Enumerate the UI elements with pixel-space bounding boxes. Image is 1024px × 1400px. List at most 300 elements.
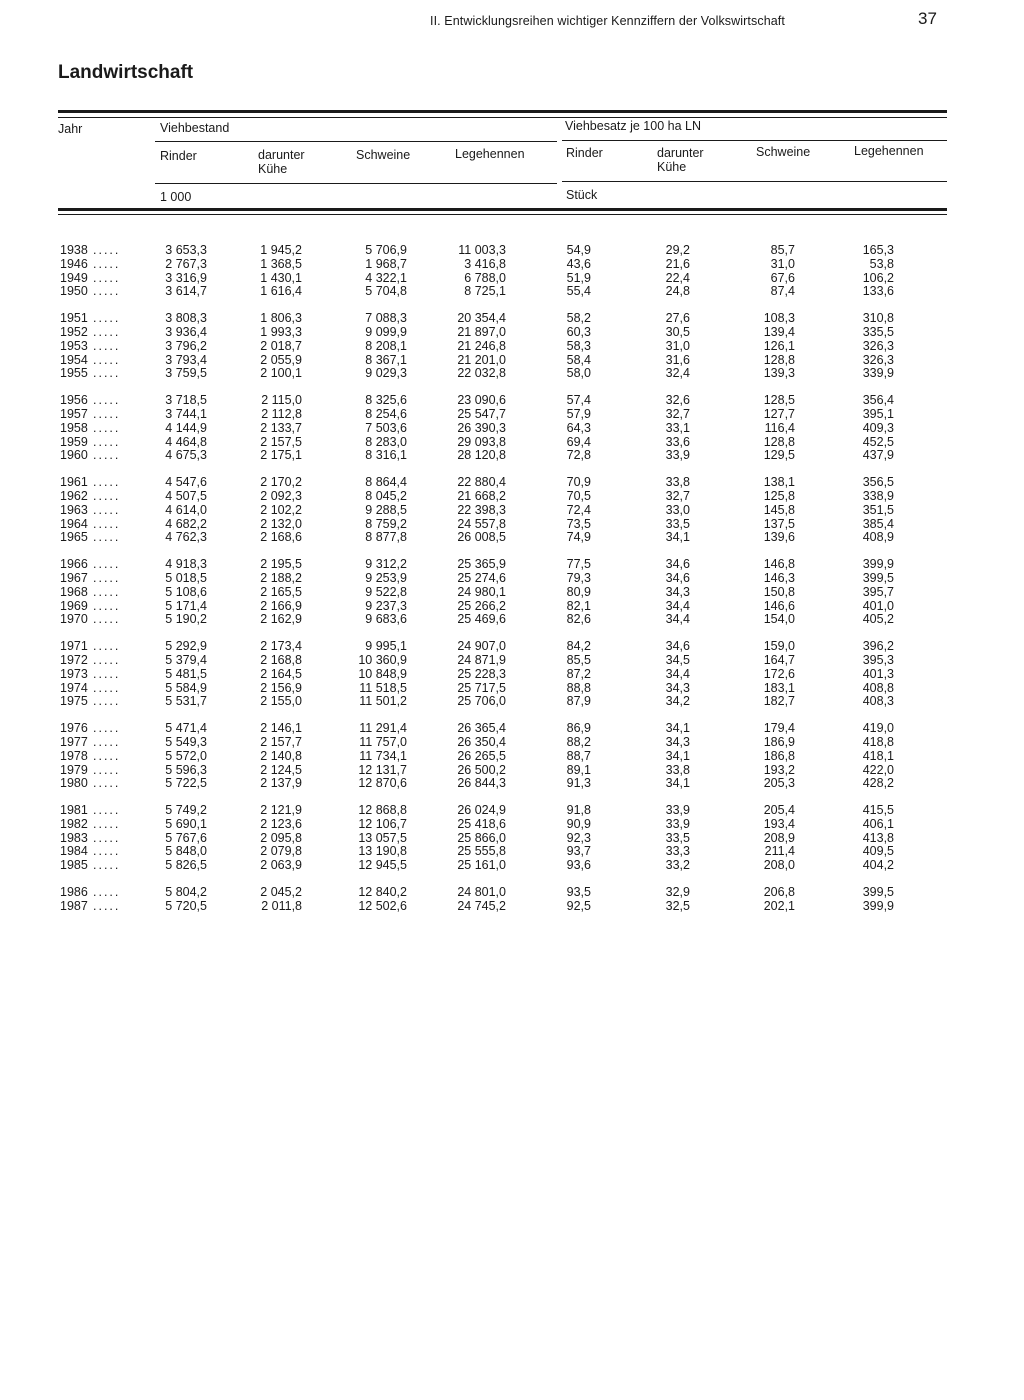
leader-dots: ..... [93, 652, 121, 667]
legehennen-density-value: 399,9 [862, 898, 894, 913]
legehennen-density-value: 399,5 [862, 570, 894, 585]
schweine-value: 8 316,1 [365, 448, 407, 463]
leader-dots: ..... [93, 420, 121, 435]
kuehe-density-value: 34,6 [665, 570, 690, 585]
kuehe-value: 2 175,1 [260, 448, 302, 463]
header-darunter-1: darunter [258, 148, 305, 162]
year-cell: 1946 [60, 256, 88, 271]
legehennen-density-value: 53,8 [869, 256, 894, 271]
kuehe-value: 1 368,5 [260, 256, 302, 271]
legehennen-value: 26 024,9 [457, 803, 506, 818]
legehennen-density-value: 401,0 [862, 598, 894, 613]
year-cell: 1960 [60, 448, 88, 463]
schweine-value: 9 995,1 [365, 639, 407, 654]
schweine-density-value: 172,6 [763, 666, 795, 681]
header-divider [58, 117, 947, 118]
unit-rule-1 [155, 183, 557, 184]
kuehe-value: 2 121,9 [260, 803, 302, 818]
schweine-density-value: 182,7 [763, 694, 795, 709]
schweine-value: 7 503,6 [365, 420, 407, 435]
year-cell: 1964 [60, 516, 88, 531]
leader-dots: ..... [93, 352, 121, 367]
table-row [0, 804, 1024, 818]
table-row [0, 436, 1024, 450]
legehennen-density-value: 405,2 [862, 612, 894, 627]
schweine-value: 8 325,6 [365, 393, 407, 408]
rinder-value: 3 718,5 [165, 393, 207, 408]
kuehe-value: 2 055,9 [260, 352, 302, 367]
header-schweine-2: Schweine [756, 145, 811, 159]
leader-dots: ..... [93, 434, 121, 449]
table-row [0, 654, 1024, 668]
legehennen-density-value: 408,3 [862, 694, 894, 709]
year-cell: 1973 [60, 666, 88, 681]
schweine-density-value: 126,1 [763, 338, 795, 353]
schweine-value: 11 734,1 [359, 748, 407, 763]
leader-dots: ..... [93, 406, 121, 421]
kuehe-value: 1 993,3 [260, 324, 302, 339]
schweine-density-value: 205,3 [763, 776, 795, 791]
leader-dots: ..... [93, 584, 121, 599]
unit-label-1: 1 000 [160, 190, 192, 204]
table-row [0, 367, 1024, 381]
table-row [0, 394, 1024, 408]
rinder-density-value: 92,5 [566, 898, 591, 913]
kuehe-density-value: 34,6 [665, 557, 690, 572]
legehennen-value: 24 801,0 [457, 885, 506, 900]
schweine-value: 1 968,7 [365, 256, 407, 271]
rinder-density-value: 60,3 [566, 324, 591, 339]
year-cell: 1978 [60, 748, 88, 763]
leader-dots: ..... [93, 803, 121, 818]
rinder-density-value: 79,3 [566, 570, 591, 585]
legehennen-value: 26 350,4 [457, 734, 506, 749]
kuehe-value: 1 806,3 [260, 311, 302, 326]
table-row [0, 326, 1024, 340]
table-row [0, 244, 1024, 258]
bottom-rule-thin [58, 214, 947, 215]
rinder-value: 4 507,5 [165, 488, 207, 503]
year-cell: 1965 [60, 530, 88, 545]
header-kuehe-2: Kühe [657, 160, 687, 174]
kuehe-value: 2 162,9 [260, 612, 302, 627]
kuehe-value: 2 095,8 [260, 830, 302, 845]
kuehe-density-value: 32,5 [665, 898, 690, 913]
schweine-value: 13 057,5 [358, 830, 407, 845]
table-row [0, 859, 1024, 873]
rinder-density-value: 43,6 [566, 256, 591, 271]
rinder-value: 4 464,8 [165, 434, 207, 449]
kuehe-value: 2 155,0 [260, 694, 302, 709]
table-row [0, 886, 1024, 900]
legehennen-density-value: 326,3 [862, 352, 894, 367]
year-cell: 1938 [60, 243, 88, 257]
kuehe-value: 2 166,9 [260, 598, 302, 613]
schweine-value: 13 190,8 [358, 844, 407, 859]
kuehe-density-value: 33,2 [665, 858, 690, 873]
kuehe-value: 2 188,2 [260, 570, 302, 585]
rinder-density-value: 91,3 [566, 776, 591, 791]
kuehe-density-value: 31,6 [665, 352, 690, 367]
rinder-value: 5 190,2 [165, 612, 207, 627]
legehennen-value: 8 725,1 [464, 284, 506, 299]
row-group [0, 476, 1024, 545]
schweine-density-value: 154,0 [763, 612, 795, 627]
legehennen-density-value: 409,5 [862, 844, 894, 859]
table-row [0, 490, 1024, 504]
schweine-density-value: 139,3 [763, 366, 795, 381]
table-row [0, 764, 1024, 778]
legehennen-density-value: 310,8 [862, 311, 894, 326]
rinder-value: 3 316,9 [165, 270, 207, 285]
rinder-density-value: 58,4 [566, 352, 591, 367]
schweine-density-value: 150,8 [763, 584, 795, 599]
leader-dots: ..... [93, 338, 121, 353]
rinder-density-value: 89,1 [566, 762, 591, 777]
year-cell: 1957 [60, 406, 88, 421]
table-row [0, 818, 1024, 832]
legehennen-density-value: 395,1 [862, 406, 894, 421]
kuehe-density-value: 32,7 [665, 406, 690, 421]
rinder-density-value: 93,5 [566, 885, 591, 900]
kuehe-value: 1 945,2 [260, 243, 302, 257]
rinder-density-value: 86,9 [566, 721, 591, 736]
rinder-density-value: 88,7 [566, 748, 591, 763]
legehennen-density-value: 133,6 [862, 284, 894, 299]
schweine-density-value: 85,7 [770, 243, 795, 257]
rinder-value: 5 549,3 [165, 734, 207, 749]
kuehe-density-value: 33,5 [665, 516, 690, 531]
legehennen-value: 11 003,3 [458, 243, 506, 257]
legehennen-density-value: 452,5 [862, 434, 894, 449]
year-cell: 1975 [60, 694, 88, 709]
legehennen-density-value: 356,4 [862, 393, 894, 408]
year-cell: 1951 [60, 311, 88, 326]
year-cell: 1986 [60, 885, 88, 900]
table-row [0, 518, 1024, 532]
legehennen-density-value: 396,2 [862, 639, 894, 654]
kuehe-value: 2 157,7 [260, 734, 302, 749]
legehennen-value: 29 093,8 [457, 434, 506, 449]
legehennen-density-value: 395,7 [862, 584, 894, 599]
rinder-value: 5 584,9 [165, 680, 207, 695]
schweine-value: 9 253,9 [365, 570, 407, 585]
rinder-density-value: 57,9 [566, 406, 591, 421]
kuehe-density-value: 34,4 [665, 598, 690, 613]
schweine-value: 8 759,2 [365, 516, 407, 531]
legehennen-value: 21 668,2 [457, 488, 506, 503]
kuehe-value: 2 100,1 [260, 366, 302, 381]
rinder-density-value: 58,0 [566, 366, 591, 381]
kuehe-value: 2 165,5 [260, 584, 302, 599]
legehennen-value: 25 706,0 [457, 694, 506, 709]
legehennen-value: 26 390,3 [457, 420, 506, 435]
kuehe-value: 2 123,6 [260, 816, 302, 831]
rinder-density-value: 72,8 [566, 448, 591, 463]
rinder-density-value: 51,9 [566, 270, 591, 285]
table-row [0, 258, 1024, 272]
row-group [0, 804, 1024, 873]
leader-dots: ..... [93, 557, 121, 572]
legehennen-value: 22 032,8 [457, 366, 506, 381]
year-cell: 1982 [60, 816, 88, 831]
rinder-density-value: 54,9 [566, 243, 591, 257]
rinder-density-value: 88,2 [566, 734, 591, 749]
legehennen-density-value: 351,5 [862, 502, 894, 517]
leader-dots: ..... [93, 393, 121, 408]
kuehe-density-value: 34,2 [665, 694, 690, 709]
rinder-density-value: 80,9 [566, 584, 591, 599]
kuehe-value: 2 137,9 [260, 776, 302, 791]
rinder-density-value: 93,6 [566, 858, 591, 873]
legehennen-value: 25 717,5 [457, 680, 506, 695]
rinder-density-value: 64,3 [566, 420, 591, 435]
schweine-value: 5 706,9 [365, 243, 407, 257]
year-cell: 1980 [60, 776, 88, 791]
row-group [0, 722, 1024, 791]
schweine-density-value: 211,4 [764, 844, 795, 859]
rinder-density-value: 55,4 [566, 284, 591, 299]
legehennen-value: 26 265,5 [457, 748, 506, 763]
schweine-value: 12 840,2 [358, 885, 407, 900]
year-cell: 1985 [60, 858, 88, 873]
table-body [0, 244, 1024, 927]
leader-dots: ..... [93, 516, 121, 531]
schweine-value: 8 864,4 [365, 475, 407, 490]
leader-dots: ..... [93, 448, 121, 463]
legehennen-density-value: 415,5 [862, 803, 894, 818]
legehennen-density-value: 335,5 [862, 324, 894, 339]
legehennen-value: 22 880,4 [457, 475, 506, 490]
leader-dots: ..... [93, 488, 121, 503]
leader-dots: ..... [93, 844, 121, 859]
schweine-value: 9 522,8 [365, 584, 407, 599]
schweine-value: 12 106,7 [358, 816, 407, 831]
kuehe-density-value: 33,9 [665, 816, 690, 831]
leader-dots: ..... [93, 311, 121, 326]
table-row [0, 354, 1024, 368]
leader-dots: ..... [93, 816, 121, 831]
table-row [0, 900, 1024, 914]
schweine-value: 9 312,2 [365, 557, 407, 572]
schweine-density-value: 164,7 [763, 652, 795, 667]
header-year: Jahr [58, 122, 83, 136]
legehennen-value: 23 090,6 [457, 393, 506, 408]
rinder-value: 5 804,2 [165, 885, 207, 900]
row-group [0, 886, 1024, 914]
table-row [0, 613, 1024, 627]
kuehe-density-value: 34,4 [665, 666, 690, 681]
section-title: Landwirtschaft [58, 62, 194, 83]
rinder-value: 3 796,2 [165, 338, 207, 353]
legehennen-value: 25 866,0 [457, 830, 506, 845]
legehennen-value: 25 418,6 [457, 816, 506, 831]
kuehe-density-value: 34,1 [665, 530, 690, 545]
schweine-value: 11 291,4 [359, 721, 407, 736]
rinder-density-value: 84,2 [566, 639, 591, 654]
leader-dots: ..... [93, 734, 121, 749]
rinder-value: 3 759,5 [165, 366, 207, 381]
table-row [0, 408, 1024, 422]
legehennen-value: 25 555,8 [457, 844, 506, 859]
kuehe-value: 2 146,1 [260, 721, 302, 736]
legehennen-value: 22 398,3 [457, 502, 506, 517]
leader-dots: ..... [93, 721, 121, 736]
legehennen-value: 25 547,7 [457, 406, 506, 421]
legehennen-density-value: 428,2 [862, 776, 894, 791]
legehennen-density-value: 399,9 [862, 557, 894, 572]
rinder-value: 3 793,4 [165, 352, 207, 367]
leader-dots: ..... [93, 324, 121, 339]
kuehe-value: 2 133,7 [260, 420, 302, 435]
rinder-value: 3 808,3 [165, 311, 207, 326]
kuehe-value: 2 112,8 [261, 406, 302, 421]
header-kuehe-1: Kühe [258, 162, 288, 176]
rinder-density-value: 77,5 [566, 557, 591, 572]
rinder-density-value: 70,5 [566, 488, 591, 503]
group-rule-1 [155, 141, 557, 142]
schweine-value: 12 870,6 [358, 776, 407, 791]
kuehe-density-value: 33,9 [665, 803, 690, 818]
legehennen-value: 21 201,0 [457, 352, 506, 367]
unit-rule-2 [562, 181, 947, 182]
legehennen-density-value: 339,9 [862, 366, 894, 381]
schweine-density-value: 125,8 [763, 488, 795, 503]
rinder-density-value: 92,3 [566, 830, 591, 845]
table-row [0, 777, 1024, 791]
schweine-density-value: 205,4 [763, 803, 795, 818]
header-rinder-2: Rinder [566, 146, 603, 160]
schweine-density-value: 206,8 [763, 885, 795, 900]
legehennen-density-value: 437,9 [862, 448, 894, 463]
kuehe-value: 2 115,0 [261, 393, 302, 408]
table-row [0, 340, 1024, 354]
row-group [0, 244, 1024, 299]
top-rule [58, 110, 947, 113]
leader-dots: ..... [93, 570, 121, 585]
group-rule-2 [562, 140, 947, 141]
year-cell: 1974 [60, 680, 88, 695]
rinder-value: 5 108,6 [165, 584, 207, 599]
leader-dots: ..... [93, 270, 121, 285]
legehennen-density-value: 404,2 [862, 858, 894, 873]
header-year-rule [58, 123, 148, 124]
leader-dots: ..... [93, 502, 121, 517]
schweine-density-value: 129,5 [763, 448, 795, 463]
rinder-density-value: 87,2 [566, 666, 591, 681]
schweine-value: 12 868,8 [358, 803, 407, 818]
rinder-value: 3 614,7 [165, 284, 207, 299]
schweine-density-value: 137,5 [763, 516, 795, 531]
schweine-density-value: 128,8 [763, 434, 795, 449]
kuehe-value: 2 164,5 [260, 666, 302, 681]
legehennen-value: 26 008,5 [457, 530, 506, 545]
leader-dots: ..... [93, 366, 121, 381]
table-row [0, 640, 1024, 654]
legehennen-value: 25 228,3 [457, 666, 506, 681]
schweine-density-value: 128,8 [763, 352, 795, 367]
legehennen-value: 21 246,8 [457, 338, 506, 353]
table-row [0, 449, 1024, 463]
schweine-density-value: 127,7 [763, 406, 795, 421]
unit-label-2: Stück [566, 188, 598, 202]
leader-dots: ..... [93, 666, 121, 681]
rinder-density-value: 73,5 [566, 516, 591, 531]
rinder-value: 5 722,5 [165, 776, 207, 791]
kuehe-density-value: 27,6 [665, 311, 690, 326]
rinder-value: 5 690,1 [165, 816, 207, 831]
schweine-value: 4 322,1 [365, 270, 407, 285]
year-cell: 1972 [60, 652, 88, 667]
kuehe-value: 2 156,9 [260, 680, 302, 695]
rinder-density-value: 58,3 [566, 338, 591, 353]
kuehe-value: 2 173,4 [260, 639, 302, 654]
year-cell: 1979 [60, 762, 88, 777]
header-group-viehbestand: Viehbestand [160, 121, 230, 135]
schweine-density-value: 208,0 [763, 858, 795, 873]
legehennen-density-value: 419,0 [862, 721, 894, 736]
kuehe-value: 2 045,2 [260, 885, 302, 900]
table-row [0, 272, 1024, 286]
table-row [0, 600, 1024, 614]
schweine-value: 9 237,3 [365, 598, 407, 613]
year-cell: 1983 [60, 830, 88, 845]
schweine-density-value: 183,1 [763, 680, 795, 695]
kuehe-density-value: 33,1 [665, 420, 690, 435]
schweine-density-value: 146,8 [763, 557, 795, 572]
year-cell: 1967 [60, 570, 88, 585]
kuehe-density-value: 34,6 [665, 639, 690, 654]
header-schweine-1: Schweine [356, 148, 411, 162]
rinder-value: 3 936,4 [165, 324, 207, 339]
legehennen-density-value: 395,3 [862, 652, 894, 667]
kuehe-value: 2 092,3 [260, 488, 302, 503]
rinder-value: 3 653,3 [165, 243, 207, 257]
rinder-density-value: 57,4 [566, 393, 591, 408]
leader-dots: ..... [93, 243, 121, 257]
schweine-density-value: 67,6 [770, 270, 795, 285]
kuehe-value: 2 170,2 [260, 475, 302, 490]
leader-dots: ..... [93, 830, 121, 845]
rinder-value: 5 481,5 [165, 666, 207, 681]
rinder-density-value: 85,5 [566, 652, 591, 667]
page-number: 37 [918, 9, 937, 28]
legehennen-value: 6 788,0 [464, 270, 506, 285]
table-row [0, 312, 1024, 326]
header-legehennen-1: Legehennen [455, 147, 525, 161]
table-row [0, 586, 1024, 600]
legehennen-value: 25 274,6 [457, 570, 506, 585]
schweine-value: 12 945,5 [358, 858, 407, 873]
kuehe-density-value: 32,9 [665, 885, 690, 900]
schweine-density-value: 139,6 [763, 530, 795, 545]
rinder-value: 4 614,0 [165, 502, 207, 517]
table-row [0, 558, 1024, 572]
legehennen-density-value: 418,1 [862, 748, 894, 763]
legehennen-value: 21 897,0 [457, 324, 506, 339]
rinder-value: 5 292,9 [165, 639, 207, 654]
row-group [0, 394, 1024, 463]
schweine-value: 11 501,2 [359, 694, 407, 709]
kuehe-density-value: 32,7 [665, 488, 690, 503]
schweine-density-value: 179,4 [763, 721, 795, 736]
rinder-value: 4 682,2 [165, 516, 207, 531]
leader-dots: ..... [93, 680, 121, 695]
kuehe-density-value: 34,5 [665, 652, 690, 667]
kuehe-value: 2 124,5 [260, 762, 302, 777]
year-cell: 1950 [60, 284, 88, 299]
kuehe-value: 1 430,1 [260, 270, 302, 285]
